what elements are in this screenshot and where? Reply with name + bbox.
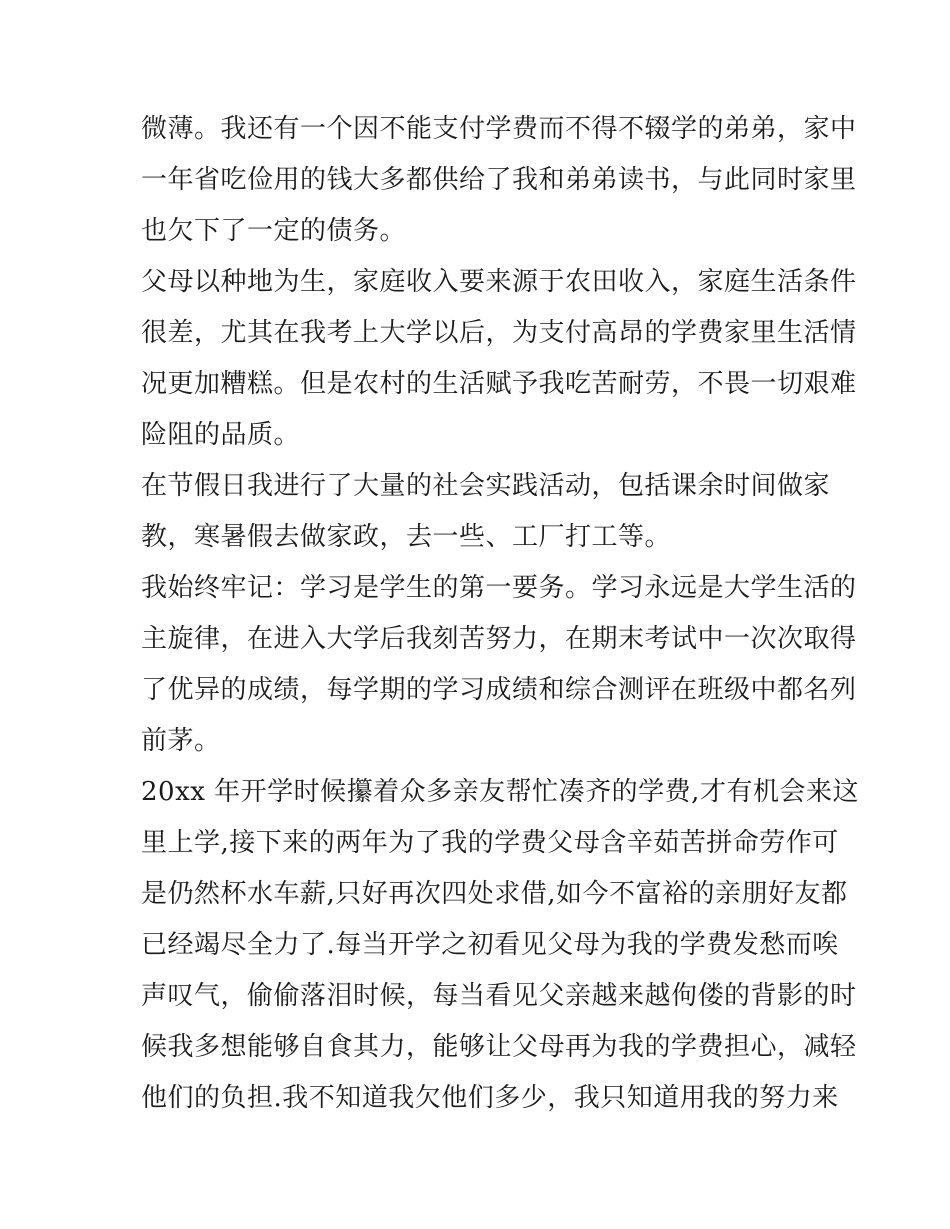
text-line: 在节假日我进行了大量的社会实践活动，包括课余时间做家 — [141, 471, 831, 501]
text-line: 微薄。我还有一个因不能支付学费而不得不辍学的弟弟，家中 — [141, 114, 857, 144]
text-line: 是仍然杯水车薪,只好再次四处求借,如今不富裕的亲朋好友都 — [141, 879, 848, 909]
text-line: 已经竭尽全力了.每当开学之初看见父母为我的学费发愁而唉 — [141, 930, 839, 960]
text-line: 他们的负担.我不知道我欠他们多少，我只知道用我的努力来 — [141, 1083, 839, 1113]
text-line: 一年省吃俭用的钱大多都供给了我和弟弟读书，与此同时家里 — [141, 165, 857, 195]
text-line: 候我多想能够自食其力，能够让父母再为我的学费担心，减轻 — [141, 1032, 857, 1062]
text-line: 了优异的成绩，每学期的学习成绩和综合测评在班级中都名列 — [141, 675, 857, 705]
text-line: 声叹气，偷偷落泪时候，每当看见父亲越来越佝偻的背影的时 — [141, 981, 857, 1011]
document-body — [141, 104, 859, 1124]
text-line: 父母以种地为生，家庭收入要来源于农田收入，家庭生活条件 — [141, 267, 857, 297]
text-line: 我始终牢记：学习是学生的第一要务。学习永远是大学生活的 — [141, 573, 857, 603]
text-line: 况更加糟糕。但是农村的生活赋予我吃苦耐劳，不畏一切艰难 — [141, 369, 857, 399]
text-line: 20xx 年开学时候攥着众多亲友帮忙凑齐的学费,才有机会来这 — [141, 777, 859, 807]
text-line: 里上学,接下来的两年为了我的学费父母含辛茹苦拼命劳作可 — [141, 828, 839, 858]
text-line: 主旋律，在进入大学后我刻苦努力，在期末考试中一次次取得 — [141, 624, 857, 654]
text-line: 前茅。 — [141, 726, 221, 756]
text-line: 也欠下了一定的债务。 — [141, 216, 407, 246]
text-line: 教，寒暑假去做家政，去一些、工厂打工等。 — [141, 522, 672, 552]
text-line: 很差，尤其在我考上大学以后，为支付高昂的学费家里生活情 — [141, 318, 857, 348]
text-line: 险阻的品质。 — [141, 420, 301, 450]
